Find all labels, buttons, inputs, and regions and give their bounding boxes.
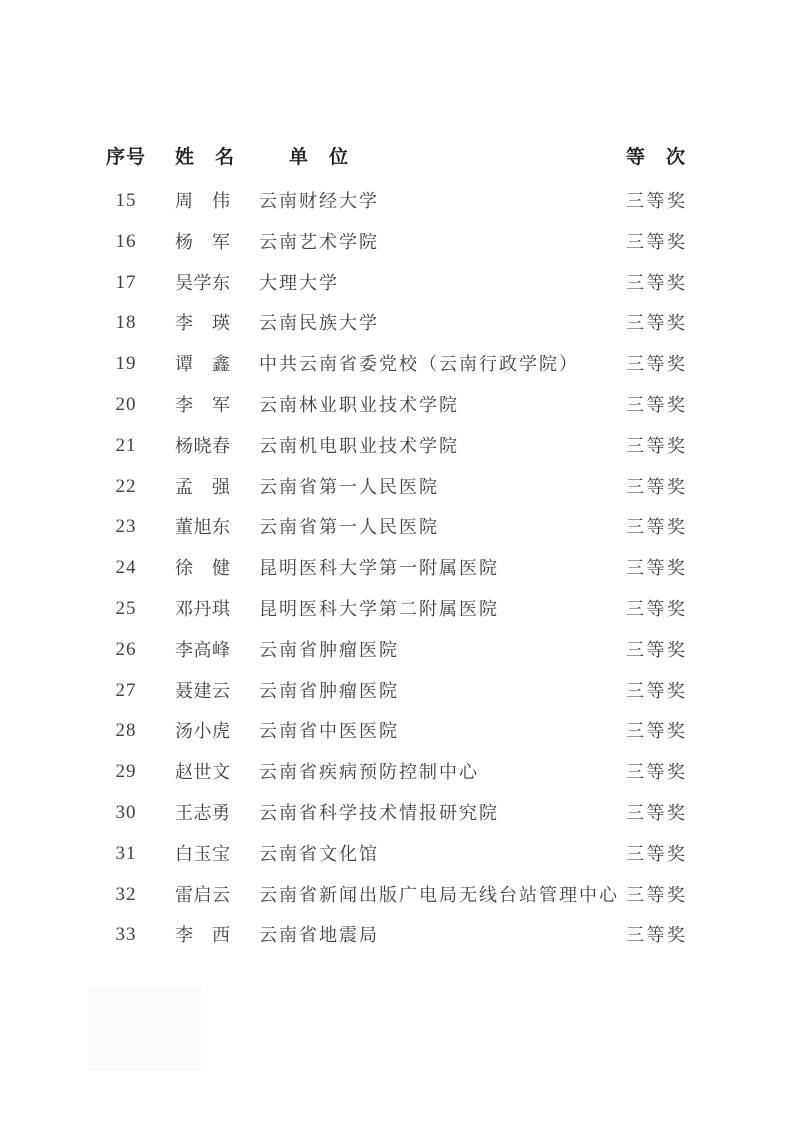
table-row xyxy=(0,476,793,517)
row-number: 29 xyxy=(115,761,137,783)
organization-name: 云南省地震局 xyxy=(259,925,379,946)
scan-artifact-box xyxy=(88,987,201,1071)
award-level: 三等奖 xyxy=(626,802,688,823)
table-row xyxy=(0,312,793,353)
organization-name: 云南机电职业技术学院 xyxy=(259,435,459,456)
table-row xyxy=(0,598,793,639)
table-row xyxy=(0,516,793,557)
organization-name: 云南省疾病预防控制中心 xyxy=(259,762,479,783)
person-name: 吴学东 xyxy=(175,272,231,293)
award-level: 三等奖 xyxy=(626,680,688,701)
row-number: 26 xyxy=(115,638,137,660)
table-body xyxy=(0,190,793,965)
table-row xyxy=(0,761,793,802)
organization-name: 云南省第一人民医院 xyxy=(259,476,439,497)
row-number: 22 xyxy=(115,475,137,497)
table-row xyxy=(0,435,793,476)
row-number: 21 xyxy=(115,434,137,456)
award-level: 三等奖 xyxy=(626,639,688,660)
person-name: 汤小虎 xyxy=(175,721,231,742)
table-row xyxy=(0,884,793,925)
award-level: 三等奖 xyxy=(626,598,688,619)
organization-name: 云南财经大学 xyxy=(259,191,379,211)
organization-name: 云南省新闻出版广电局无线台站管理中心 xyxy=(259,884,619,905)
organization-name: 云南省科学技术情报研究院 xyxy=(259,802,499,823)
column-header-award: 等 次 xyxy=(626,147,687,168)
organization-name: 昆明医科大学第二附属医院 xyxy=(259,598,499,619)
person-name: 谭 鑫 xyxy=(175,354,231,375)
person-name: 李 军 xyxy=(175,394,231,415)
organization-name: 云南省文化馆 xyxy=(259,843,379,864)
award-level: 三等奖 xyxy=(626,558,688,579)
person-name: 周 伟 xyxy=(175,191,231,211)
person-name: 聂建云 xyxy=(175,680,231,701)
person-name: 杨晓春 xyxy=(175,435,231,456)
row-number: 30 xyxy=(115,801,137,823)
person-name: 王志勇 xyxy=(175,802,231,823)
award-level: 三等奖 xyxy=(626,843,688,864)
row-number: 23 xyxy=(115,516,137,538)
row-number: 15 xyxy=(115,190,137,211)
organization-name: 云南省中医医院 xyxy=(259,721,399,742)
row-number: 19 xyxy=(115,353,137,375)
table-row xyxy=(0,802,793,843)
row-number: 31 xyxy=(115,842,137,864)
award-level: 三等奖 xyxy=(626,925,688,946)
award-level: 三等奖 xyxy=(626,476,688,497)
award-level: 三等奖 xyxy=(626,721,688,742)
row-number: 17 xyxy=(115,271,137,293)
person-name: 李 西 xyxy=(175,925,231,946)
table-row xyxy=(0,190,793,231)
column-header-number: 序号 xyxy=(105,147,146,168)
table-row xyxy=(0,231,793,272)
award-level: 三等奖 xyxy=(626,884,688,905)
award-table xyxy=(0,147,793,965)
table-header-row xyxy=(0,147,793,190)
table-row xyxy=(0,272,793,313)
award-level: 三等奖 xyxy=(626,313,688,334)
table-row xyxy=(0,394,793,435)
organization-name: 云南省肿瘤医院 xyxy=(259,639,399,660)
organization-name: 云南省肿瘤医院 xyxy=(259,680,399,701)
award-level: 三等奖 xyxy=(626,394,688,415)
row-number: 32 xyxy=(115,883,137,905)
organization-name: 云南民族大学 xyxy=(259,313,379,334)
row-number: 25 xyxy=(115,597,137,619)
table-row xyxy=(0,639,793,680)
table-row xyxy=(0,720,793,761)
award-level: 三等奖 xyxy=(626,191,688,211)
row-number: 33 xyxy=(115,924,137,946)
person-name: 李 瑛 xyxy=(175,313,231,334)
table-row xyxy=(0,924,793,965)
row-number: 28 xyxy=(115,720,137,742)
person-name: 雷启云 xyxy=(175,884,231,905)
award-level: 三等奖 xyxy=(626,517,688,538)
row-number: 20 xyxy=(115,393,137,415)
award-level: 三等奖 xyxy=(626,354,688,375)
person-name: 董旭东 xyxy=(175,517,231,538)
organization-name: 昆明医科大学第一附属医院 xyxy=(259,558,499,579)
row-number: 16 xyxy=(115,230,137,252)
column-header-organization: 单 位 xyxy=(289,147,350,168)
organization-name: 云南省第一人民医院 xyxy=(259,517,439,538)
person-name: 李高峰 xyxy=(175,639,231,660)
organization-name: 云南林业职业技术学院 xyxy=(259,394,459,415)
person-name: 徐 健 xyxy=(175,558,231,579)
award-level: 三等奖 xyxy=(626,435,688,456)
table-row xyxy=(0,557,793,598)
award-level: 三等奖 xyxy=(626,231,688,252)
organization-name: 大理大学 xyxy=(259,272,339,293)
award-level: 三等奖 xyxy=(626,762,688,783)
award-level: 三等奖 xyxy=(626,272,688,293)
row-number: 27 xyxy=(115,679,137,701)
row-number: 18 xyxy=(115,312,137,334)
table-row xyxy=(0,353,793,394)
column-header-name: 姓 名 xyxy=(175,147,236,168)
person-name: 赵世文 xyxy=(175,762,231,783)
organization-name: 中共云南省委党校（云南行政学院） xyxy=(259,354,579,375)
table-row xyxy=(0,680,793,721)
person-name: 白玉宝 xyxy=(175,843,231,864)
person-name: 杨 军 xyxy=(175,231,231,252)
person-name: 邓丹琪 xyxy=(175,598,231,619)
organization-name: 云南艺术学院 xyxy=(259,231,379,252)
table-row xyxy=(0,843,793,884)
person-name: 孟 强 xyxy=(175,476,231,497)
row-number: 24 xyxy=(115,557,137,579)
